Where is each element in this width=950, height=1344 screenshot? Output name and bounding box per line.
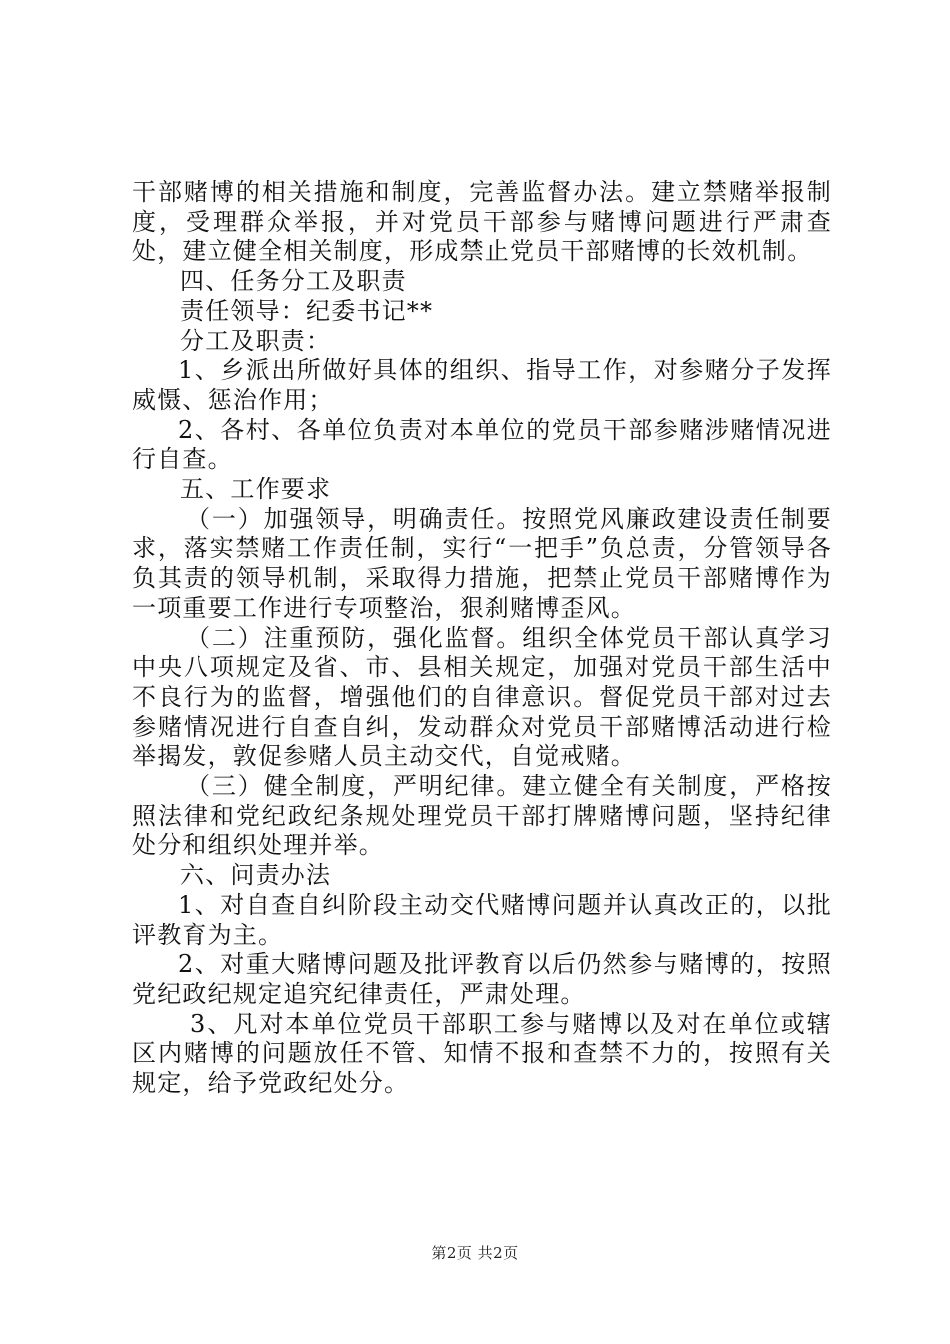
page-number-footer: 第2页 共2页 bbox=[431, 1244, 519, 1262]
section-heading-accountability: 六、问责办法 bbox=[180, 861, 332, 890]
accountability-item-3: 3、凡对本单位党员干部职工参与赌博以及对在单位或辖区内赌博的问题放任不管、知情不报和查禁不力的，按照有关规定，给予党政纪处分。 bbox=[132, 1009, 832, 1098]
duty-item-1: 1、乡派出所做好具体的组织、指导工作，对参赌分子发挥威慑、惩治作用； bbox=[132, 356, 832, 414]
requirement-item-1: （一）加强领导，明确责任。按照党风廉政建设责任制要求，落实禁赌工作责任制，实行“一把手”负总责，分管领导各负其责的领导机制，采取得力措施，把禁止党员干部赌博作为一项重要工作进行专项整治，狠刹赌博歪风。 bbox=[132, 504, 832, 622]
responsible-leader-line: 责任领导：纪委书记** bbox=[180, 296, 434, 325]
paragraph-continuation: 干部赌博的相关措施和制度，完善监督办法。建立禁赌举报制度，受理群众举报，并对党员干部参与赌博问题进行严肃查处，建立健全相关制度，形成禁止党员干部赌博的长效机制。 bbox=[132, 178, 832, 266]
duty-item-2: 2、各村、各单位负责对本单位的党员干部参赌涉赌情况进行自查。 bbox=[132, 415, 832, 474]
accountability-item-1: 1、对自查自纠阶段主动交代赌博问题并认真改正的，以批评教育为主。 bbox=[132, 890, 832, 949]
section-heading-task-division: 四、任务分工及职责 bbox=[180, 267, 407, 296]
requirement-item-2: （二）注重预防，强化监督。组织全体党员干部认真学习中央八项规定及省、市、县相关规定，加强对党员干部生活中不良行为的监督，增强他们的自律意识。督促党员干部对过去参赌情况进行自查自纠，发动群众对党员干部赌博活动进行检举揭发，敦促参赌人员主动交代，自觉戒赌。 bbox=[132, 623, 832, 771]
accountability-item-2: 2、对重大赌博问题及批评教育以后仍然参与赌博的，按照党纪政纪规定追究纪律责任，严肃处理。 bbox=[132, 950, 832, 1008]
section-heading-work-requirements: 五、工作要求 bbox=[180, 475, 332, 504]
division-label: 分工及职责： bbox=[180, 326, 332, 355]
requirement-item-3: （三）健全制度，严明纪律。建立健全有关制度，严格按照法律和党纪政纪条规处理党员干部打牌赌博问题，坚持纪律处分和组织处理并举。 bbox=[132, 772, 832, 860]
document-body bbox=[132, 178, 832, 1099]
